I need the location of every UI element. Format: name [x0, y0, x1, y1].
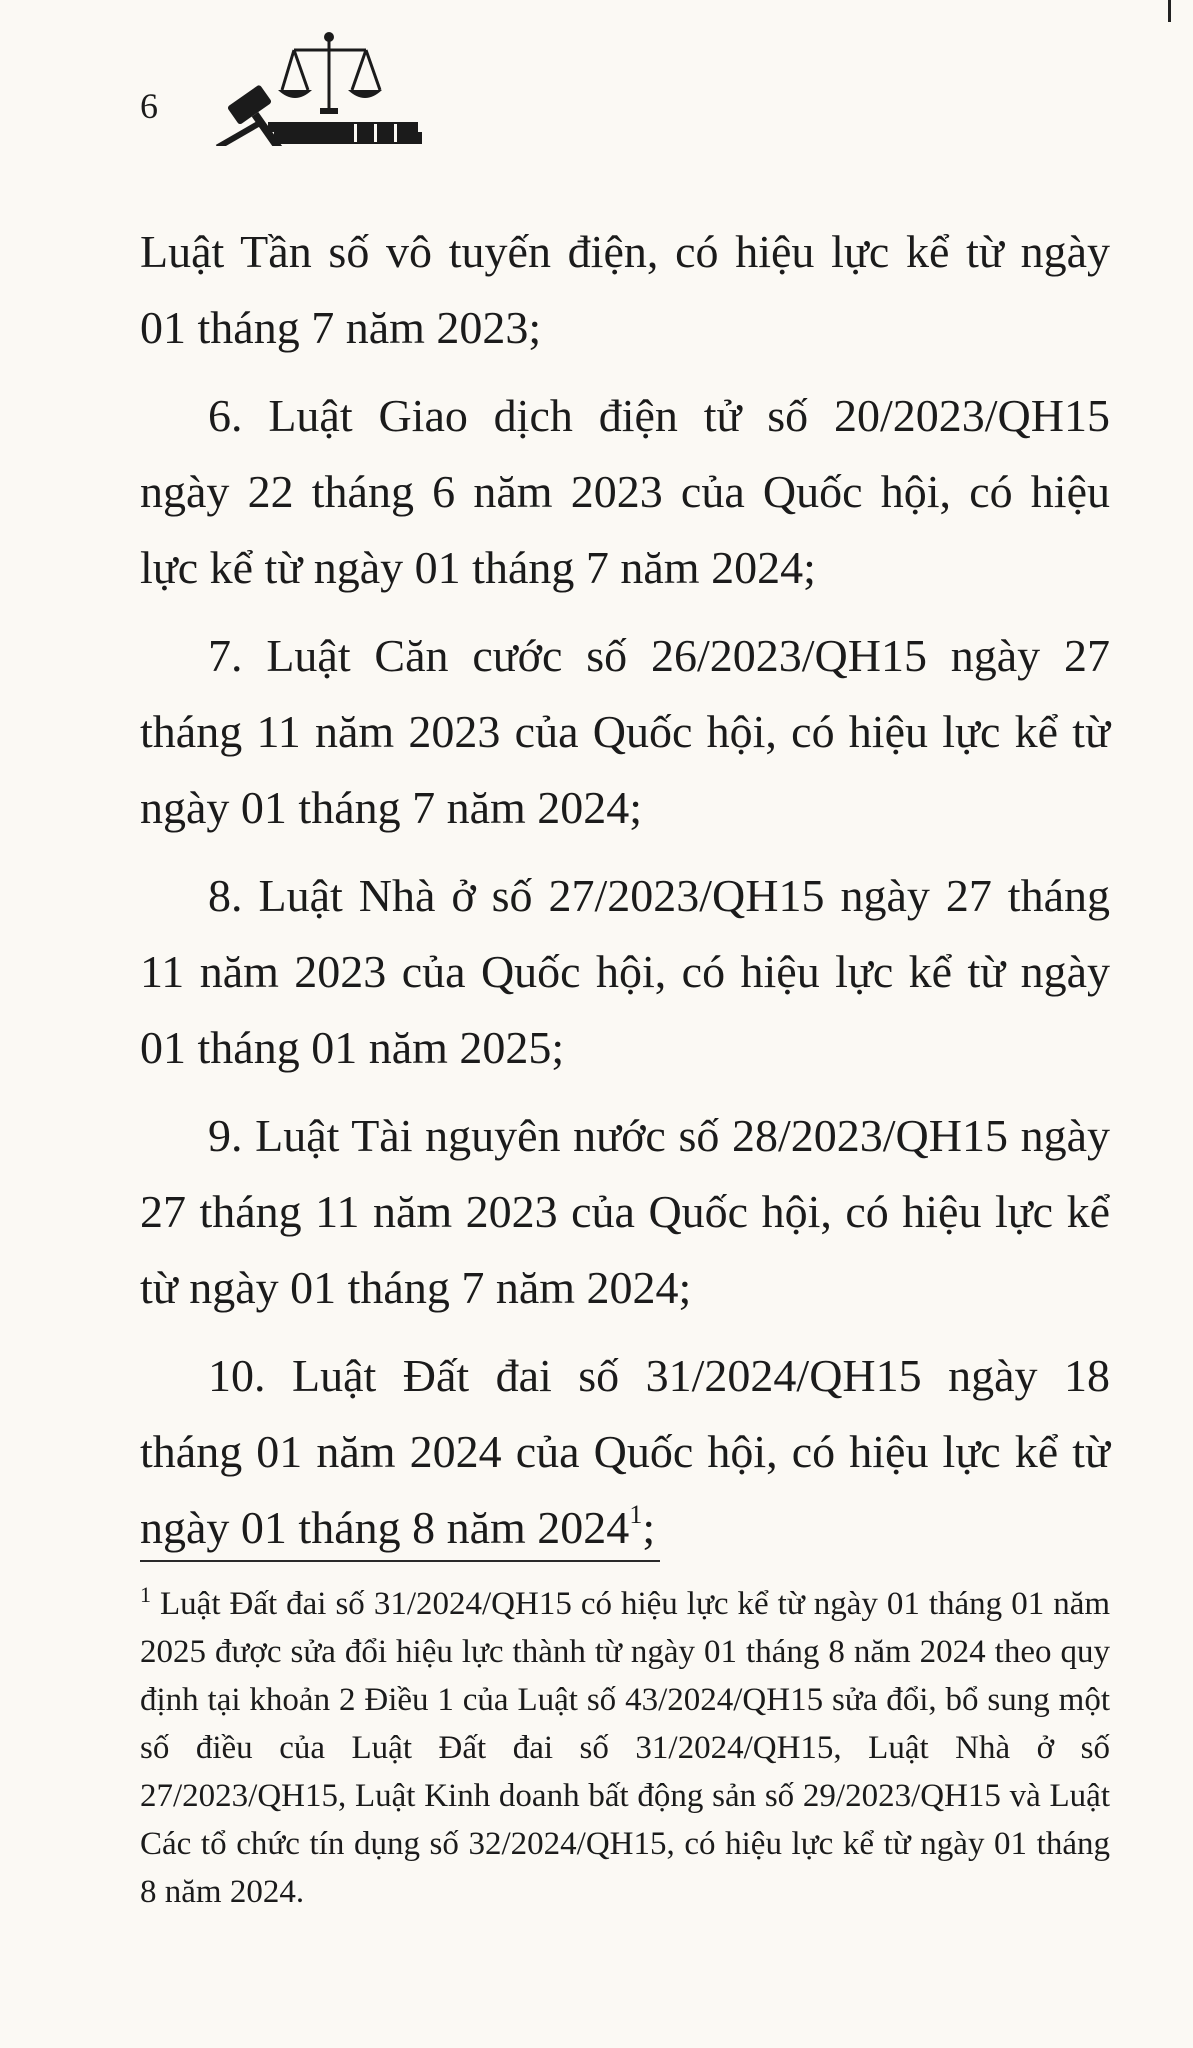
paragraph-item-7: 7. Luật Căn cước số 26/2023/QH15 ngày 27 tháng 11 năm 2023 của Quốc hội, có hiệu lực kể từ ngày 01 tháng 7 năm 2024;	[140, 630, 1110, 833]
footnote-marker: 1	[140, 1582, 151, 1607]
paragraph-item-8: 8. Luật Nhà ở số 27/2023/QH15 ngày 27 tháng 11 năm 2023 của Quốc hội, có hiệu lực kể từ ngày 01 tháng 01 năm 2025;	[140, 870, 1110, 1073]
footnote-reference: 1	[629, 1500, 643, 1529]
footnote-divider	[140, 1560, 660, 1562]
scales-of-justice-icon	[204, 28, 434, 146]
page-header	[140, 28, 540, 148]
footnote	[140, 1580, 1110, 1916]
body-text	[140, 214, 1110, 1578]
page-number: 6	[140, 86, 158, 126]
paragraph-item-10	[140, 1338, 1110, 1566]
paragraph-item-9: 9. Luật Tài nguyên nước số 28/2023/QH15 ngày 27 tháng 11 năm 2023 của Quốc hội, có hiệu lực kể từ ngày 01 tháng 7 năm 2024;	[140, 1110, 1110, 1313]
margin-mark	[1168, 0, 1171, 22]
paragraph-item-10-end: ;	[642, 1502, 656, 1553]
paragraph-item-6: 6. Luật Giao dịch điện tử số 20/2023/QH15 ngày 22 tháng 6 năm 2023 của Quốc hội, có hiệu lực kể từ ngày 01 tháng 7 năm 2024;	[140, 390, 1110, 593]
paragraph-continuation: Luật Tần số vô tuyến điện, có hiệu lực kể từ ngày 01 tháng 7 năm 2023;	[140, 226, 1110, 353]
footnote-text: Luật Đất đai số 31/2024/QH15 có hiệu lực kể từ ngày 01 tháng 01 năm 2025 được sửa đổi hiệu lực thành từ ngày 01 tháng 8 năm 2024 theo quy định tại khoản 2 Điều 1 của Luật số 43/2024/QH15 sửa đổi, bổ sung một số điều của Luật Đất đai số 31/2024/QH15, Luật Nhà ở số 27/2023/QH15, Luật Kinh doanh bất động sản số 29/2023/QH15 và Luật Các tổ chức tín dụng số 32/2024/QH15, có hiệu lực kể từ ngày 01 tháng 8 năm 2024.	[140, 1586, 1111, 1910]
paragraph-item-10-text: 10. Luật Đất đai số 31/2024/QH15 ngày 18 tháng 01 năm 2024 của Quốc hội, có hiệu lực kể từ ngày 01 tháng 8 năm 2024	[140, 1350, 1110, 1553]
